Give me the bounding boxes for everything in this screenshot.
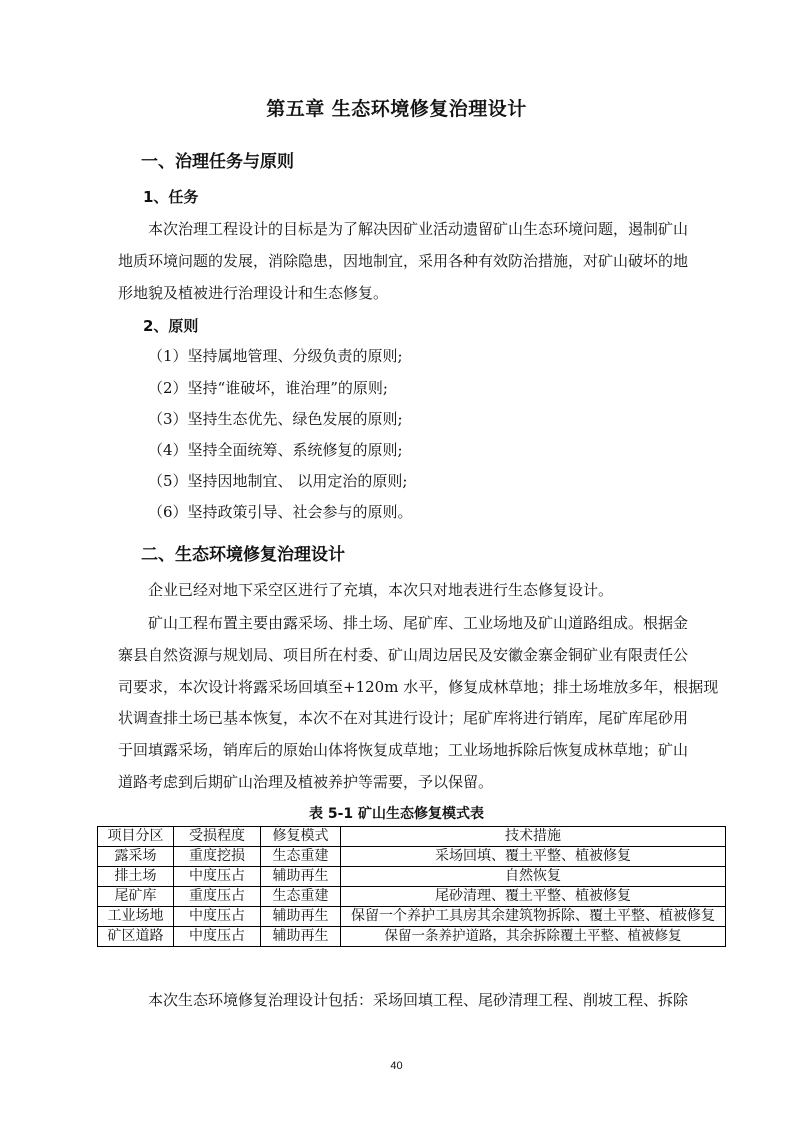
table-cell: 生态重建: [261, 847, 341, 867]
table-cell: 保留一个养护工具房其余建筑物拆除、覆土平整、植被修复: [341, 907, 726, 927]
principle-item: （2）坚持“谁破坏，谁治理”的原则;: [148, 379, 388, 397]
principle-item: （3）坚持生态优先、绿色发展的原则;: [148, 410, 403, 428]
restoration-mode-table: [97, 826, 726, 947]
table-cell: 生态重建: [261, 887, 341, 907]
table-cell: 尾矿库: [98, 887, 174, 907]
task-line: 地质环境问题的发展，消除隐患，因地制宜，采用各种有效防治措施，对矿山破坏的地: [118, 252, 689, 270]
principle-item: （4）坚持全面统筹、系统修复的原则;: [148, 441, 403, 459]
paragraph-line: 矿山工程布置主要由露采场、排土场、尾矿库、工业场地及矿山道路组成。根据金: [148, 614, 689, 632]
table-cell: 保留一条养护道路，其余拆除覆土平整、植被修复: [341, 927, 726, 947]
table-row: [98, 907, 726, 927]
task-line: 本次治理工程设计的目标是为了解决因矿业活动遗留矿山生态环境问题，遏制矿山: [148, 220, 689, 238]
paragraph-line: 司要求，本次设计将露采场回填至+120m 水平，修复成林草地；排土场堆放多年，根据现: [118, 678, 719, 696]
table-caption: 表 5-1 矿山生态修复模式表: [308, 806, 485, 822]
principle-item: （6）坚持政策引导、社会参与的原则。: [148, 503, 413, 521]
principle-item: （1）坚持属地管理、分级负责的原则;: [148, 347, 403, 365]
table-cell: 采场回填、覆土平整、植被修复: [341, 847, 726, 867]
table-cell: 重度挖损: [174, 847, 261, 867]
paragraph-line: 于回填露采场，销库后的原始山体将恢复成草地；工业场地拆除后恢复成林草地；矿山: [118, 741, 689, 759]
task-heading: 1、任务: [143, 188, 199, 206]
section-heading-1: 一、治理任务与原则: [141, 152, 294, 172]
table-cell: 自然恢复: [341, 867, 726, 887]
table-header-cell: 受损程度: [174, 827, 261, 847]
table-cell: 辅助再生: [261, 927, 341, 947]
page-number: 40: [390, 1060, 403, 1072]
table-cell: 排土场: [98, 867, 174, 887]
paragraph-line: 寨县自然资源与规划局、项目所在村委、矿山周边居民及安徽金寨金铜矿业有限责任公: [118, 646, 689, 664]
paragraph-line: 企业已经对地下采空区进行了充填，本次只对地表进行生态修复设计。: [148, 581, 614, 599]
table-cell: 辅助再生: [261, 907, 341, 927]
table-header-cell: 技术措施: [341, 827, 726, 847]
paragraph-line: 本次生态环境修复治理设计包括：采场回填工程、尾砂清理工程、削坡工程、拆除: [148, 991, 689, 1009]
paragraph-line: 道路考虑到后期矿山治理及植被养护等需要，予以保留。: [118, 773, 494, 791]
paragraph-line: 状调查排土场已基本恢复，本次不在对其进行设计；尾矿库将进行销库，尾矿库尾砂用: [118, 709, 689, 727]
table-row: [98, 847, 726, 867]
table-cell: 重度压占: [174, 887, 261, 907]
table-row: [98, 927, 726, 947]
table-cell: 中度压占: [174, 907, 261, 927]
table-cell: 露采场: [98, 847, 174, 867]
table-cell: 中度压占: [174, 867, 261, 887]
table-cell: 尾砂清理、覆土平整、植被修复: [341, 887, 726, 907]
section-heading-2: 二、生态环境修复治理设计: [141, 545, 345, 565]
table-header-cell: 项目分区: [98, 827, 174, 847]
table-cell: 矿区道路: [98, 927, 174, 947]
table-cell: 辅助再生: [261, 867, 341, 887]
table-header-row: [98, 827, 726, 847]
table-cell: 中度压占: [174, 927, 261, 947]
table-row: [98, 887, 726, 907]
task-line: 形地貌及植被进行治理设计和生态修复。: [118, 284, 389, 302]
table-row: [98, 867, 726, 887]
chapter-title: 第五章 生态环境修复治理设计: [266, 98, 527, 120]
table-header-cell: 修复模式: [261, 827, 341, 847]
principle-heading: 2、原则: [143, 317, 199, 335]
table-cell: 工业场地: [98, 907, 174, 927]
principle-item: （5）坚持因地制宜、 以用定治的原则;: [148, 472, 408, 490]
